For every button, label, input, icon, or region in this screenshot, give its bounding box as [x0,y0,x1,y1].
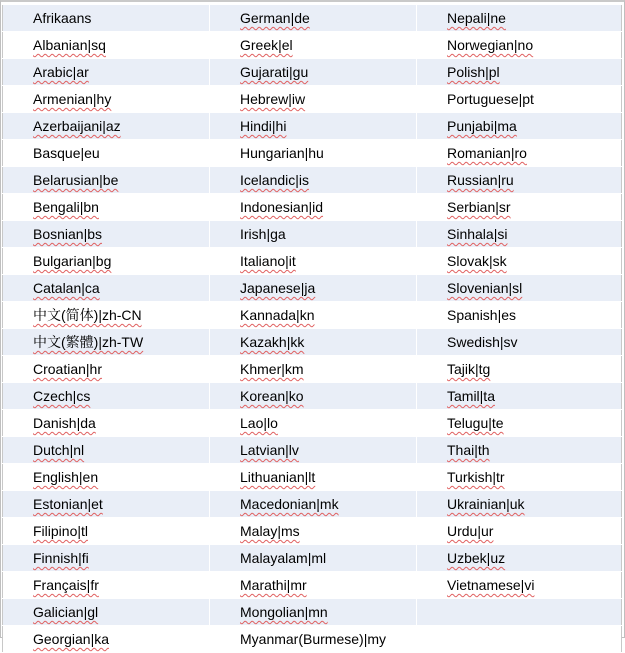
table-cell [210,113,417,140]
table-row [3,437,622,464]
language-code-entry: Arabic|ar [33,64,89,80]
language-code-entry: Afrikaans [33,10,92,26]
table-cell [210,140,417,167]
table-cell [417,599,622,626]
table-row [3,572,622,599]
table-cell [417,356,622,383]
language-code-entry: Filipino|tl [33,523,88,539]
table-row [3,356,622,383]
table-row [3,248,622,275]
language-code-entry: Greek|el [240,37,293,53]
table-cell [210,329,417,356]
table-cell [3,275,210,302]
table-cell [417,167,622,194]
table-cell [417,194,622,221]
language-code-entry: Sinhala|si [447,226,508,242]
language-code-entry: Lao|lo [240,415,278,431]
table-cell [3,167,210,194]
table-cell [417,302,622,329]
table-row [3,410,622,437]
table-cell [417,545,622,572]
table-cell [210,221,417,248]
table-cell [417,383,622,410]
table-row [3,464,622,491]
language-code-entry: Uzbek|uz [447,550,506,566]
language-code-entry: Lithuanian|lt [240,469,316,485]
language-code-entry: Nepali|ne [447,10,506,26]
table-cell [417,329,622,356]
table-row [3,113,622,140]
table-cell [3,248,210,275]
table-cell [3,572,210,599]
table-row [3,545,622,572]
language-code-entry: Hindi|hi [240,118,287,134]
language-code-entry: Telugu|te [447,415,504,431]
table-cell [417,572,622,599]
language-code-entry: Norwegian|no [447,37,534,53]
table-row [3,167,622,194]
table-cell [3,626,210,653]
table-row [3,491,622,518]
table-cell [210,491,417,518]
language-code-entry: Slovak|sk [447,253,507,269]
table-cell [210,410,417,437]
table-cell [210,248,417,275]
table-cell [3,383,210,410]
language-code-entry: Romanian|ro [447,145,527,161]
table-row [3,59,622,86]
language-code-entry: Indonesian|id [240,199,324,215]
table-cell [210,545,417,572]
table-cell [210,437,417,464]
language-code-entry: Hungarian|hu [240,145,324,161]
table-cell [417,437,622,464]
table-cell [210,356,417,383]
table-cell [3,5,210,32]
table-cell [417,518,622,545]
language-code-entry: Belarusian|be [33,172,119,188]
table-cell [3,113,210,140]
table-cell [210,32,417,59]
language-code-entry: Urdu|ur [447,523,494,539]
table-cell [3,518,210,545]
language-code-entry: Albanian|sq [33,37,106,53]
language-code-entry: Français|fr [33,577,99,593]
language-code-entry: Catalan|ca [33,280,100,296]
table-cell [3,59,210,86]
table-cell [3,302,210,329]
language-code-entry: Portuguese|pt [447,91,534,107]
language-code-entry: Dutch|nl [33,442,85,458]
table-cell [417,32,622,59]
language-code-entry: Vietnamese|vi [447,577,535,593]
table-cell [3,491,210,518]
language-code-entry: Thai|th [447,442,490,458]
table-cell [210,59,417,86]
language-code-entry: 中文(简体)|zh-CN [33,307,142,323]
table-cell [417,410,622,437]
table-row [3,383,622,410]
table-cell [3,410,210,437]
table-cell [417,275,622,302]
table-cell [417,5,622,32]
table-cell [3,140,210,167]
table-row [3,194,622,221]
table-row [3,302,622,329]
language-code-entry: Japanese|ja [240,280,316,296]
table-row [3,626,622,653]
table-cell [210,518,417,545]
language-code-entry: Korean|ko [240,388,304,404]
table-row [3,518,622,545]
language-code-entry: Khmer|km [240,361,304,377]
language-code-table [2,5,622,653]
language-code-entry: Tamil|ta [447,388,495,404]
language-code-entry: Swedish|sv [447,334,518,350]
language-code-entry: Slovenian|sl [447,280,523,296]
language-code-entry: English|en [33,469,99,485]
language-code-entry: Myanmar(Burmese)|my [240,631,386,647]
language-code-entry: Serbian|sr [447,199,511,215]
table-cell [417,464,622,491]
language-code-entry: Azerbaijani|az [33,118,121,134]
language-code-entry: German|de [240,10,310,26]
table-row [3,599,622,626]
language-code-entry: Irish|ga [240,226,286,242]
language-code-entry: Italiano|it [240,253,296,269]
language-code-entry: Galician|gl [33,604,99,620]
language-code-entry: Czech|cs [33,388,91,404]
language-code-entry: Estonian|et [33,496,103,512]
table-cell [417,140,622,167]
language-code-entry: Icelandic|is [240,172,310,188]
table-cell [210,302,417,329]
table-cell [3,221,210,248]
table-cell [417,221,622,248]
table-row [3,32,622,59]
language-code-entry: Kazakh|kk [240,334,305,350]
table-cell [210,599,417,626]
table-cell [3,599,210,626]
table-cell [3,545,210,572]
language-code-entry: Armenian|hy [33,91,112,107]
language-code-entry: Kannada|kn [240,307,315,323]
language-code-entry: Bengali|bn [33,199,99,215]
table-row [3,140,622,167]
language-code-entry: Basque|eu [33,145,100,161]
language-code-entry: Bosnian|bs [33,226,103,242]
language-code-entry: Latvian|lv [240,442,299,458]
table-cell [3,356,210,383]
language-code-entry: Turkish|tr [447,469,505,485]
table-cell [210,167,417,194]
language-code-entry: Finnish|fi [33,550,89,566]
table-row [3,86,622,113]
table-cell [3,437,210,464]
table-cell [3,194,210,221]
language-code-entry: Danish|da [33,415,96,431]
table-cell [210,572,417,599]
language-code-entry: Punjabi|ma [447,118,517,134]
language-code-entry: 中文(繁體)|zh-TW [33,334,144,350]
table-cell [3,86,210,113]
table-row [3,221,622,248]
table-cell [417,59,622,86]
language-code-entry: Georgian|ka [33,631,110,647]
table-row [3,275,622,302]
language-code-entry: Macedonian|mk [240,496,339,512]
table-cell [417,491,622,518]
table-cell [210,5,417,32]
language-code-entry: Mongolian|mn [240,604,328,620]
table-cell [210,626,417,653]
language-code-entry: Malay|ms [240,523,300,539]
table-cell [417,626,622,653]
table-cell [210,86,417,113]
language-code-entry: Russian|ru [447,172,514,188]
table-cell [210,464,417,491]
language-code-entry: Croatian|hr [33,361,103,377]
table-cell [3,32,210,59]
language-code-entry: Polish|pl [447,64,500,80]
table-row [3,329,622,356]
language-code-entry: Spanish|es [447,307,517,323]
language-code-entry: Gujarati|gu [240,64,309,80]
table-cell [210,383,417,410]
table-cell [417,86,622,113]
table-cell [417,113,622,140]
language-code-entry: Malayalam|ml [240,550,327,566]
table-cell [210,194,417,221]
language-code-entry: Hebrew|iw [240,91,306,107]
table-cell [3,329,210,356]
table-cell [3,464,210,491]
table-row [3,5,622,32]
table-cell [210,275,417,302]
language-code-entry: Tajik|tg [447,361,491,377]
table-cell [417,248,622,275]
language-code-entry: Ukrainian|uk [447,496,525,512]
language-code-entry: Marathi|mr [240,577,307,593]
language-code-entry: Bulgarian|bg [33,253,112,269]
table-body [3,5,622,653]
